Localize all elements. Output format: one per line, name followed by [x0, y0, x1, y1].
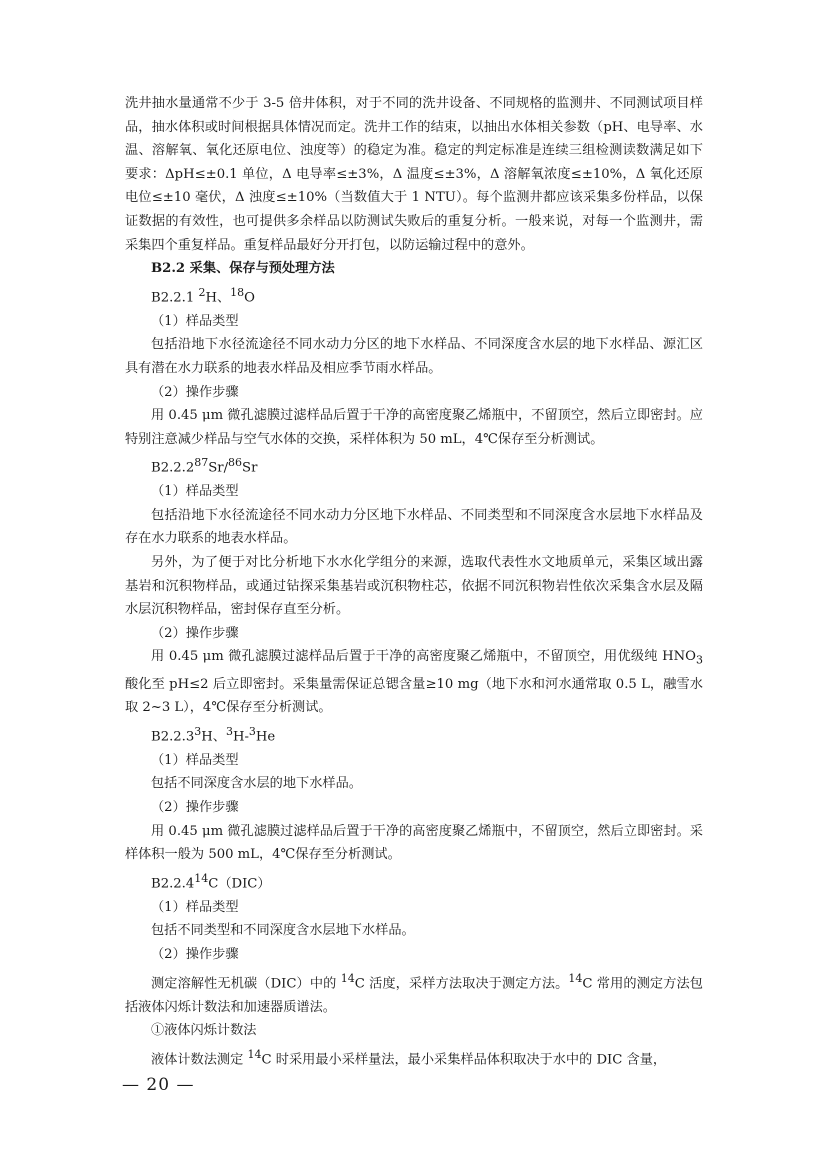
paragraph-sample-type: 包括不同类型和不同深度含水层地下水样品。: [151, 923, 415, 939]
subheading-sample-type: （1）样品类型: [151, 313, 239, 329]
subheading-procedure: （2）操作步骤: [151, 625, 239, 641]
subheading-procedure: （2）操作步骤: [151, 384, 239, 400]
section-heading-b2-2-4: B2.2.4$^{14}$C（DIC）: [151, 871, 271, 892]
paragraph-sample-type: 包括沿地下水径流途径不同水动力分区地下水样品、不同类型和不同深度含水层地下水样品及存在水力联系的地表水样品。: [125, 507, 703, 547]
paragraph-procedure: 用 0.45 μm 微孔滤膜过滤样品后置于干净的高密度聚乙烯瓶中，不留顶空，用优级纯 $HNO_3$ 酸化至 pH≤2 后立即密封。采集量需保证总锶含量≥10 mg（地下水和河水通常取 0.5 L，融雪水取 2~3 L），4℃保存至分析测试。: [125, 649, 703, 716]
subheading-sample-type: （1）样品类型: [151, 484, 239, 500]
section-heading-b2-2-2: B2.2.2$^{87}$Sr/$^{86}$Sr: [151, 456, 258, 476]
section-heading-b2-2-3: B2.2.3$^3$H、$^3$H-$^3$He: [151, 724, 276, 745]
section-heading-b2-2: B2.2 采集、保存与预处理方法: [151, 261, 335, 277]
paragraph-sample-type: 包括不同深度含水层的地下水样品。: [151, 776, 362, 792]
paragraph-procedure: 测定溶解性无机碳（DIC）中的 $^{14}$C 活度，采样方法取决于测定方法。$^{14}$C 常用的测定方法包括液体闪烁计数法和加速器质谱法。: [125, 971, 703, 1015]
paragraph-procedure: 用 0.45 μm 微孔滤膜过滤样品后置于干净的高密度聚乙烯瓶中，不留顶空，然后立即密封。采样体积一般为 500 mL，4℃保存至分析测试。: [125, 823, 703, 863]
paragraph-sample-type: 包括沿地下水径流途径不同水动力分区的地下水样品、不同深度含水层的地下水样品、源汇区具有潜在水力联系的地表水样品及相应季节雨水样品。: [125, 337, 703, 376]
paragraph-liquid-scintillation: 液体计数法测定 $^{14}$C 时采用最小采样量法，最小采集样品体积取决于水中的 DIC 含量，: [151, 1047, 667, 1068]
document-body: [125, 92, 703, 1072]
paragraph-well-flushing: 洗井抽水量通常不少于 3-5 倍井体积，对于不同的洗井设备、不同规格的监测井、不同测试项目样品，抽水体积或时间根据具体情况而定。洗井工作的结束，以抽出水体相关参数（pH、电导率、水温、溶解氧、氧化还原电位、浊度等）的稳定为准。稳定的判定标准是连续三组检测读数满足如下要求：ΔpH≤±0.1 单位，Δ 电导率≤±3%，Δ 温度≤±3%，Δ 溶解氧浓度≤±10%，Δ 氧化还原电位≤±10 毫伏，Δ 浊度≤±10%（当数值大于 1 NTU）。每个监测井都应该采集多份样品，以保证数据的有效性，也可提供多余样品以防测试失败后的重复分析。一般来说，对每一个监测井，需采集四个重复样品。重复样品最好分开打包，以防运输过程中的意外。: [125, 96, 703, 253]
subheading-sample-type: （1）样品类型: [151, 899, 239, 915]
paragraph-additional-samples: 另外，为了便于对比分析地下水水化学组分的来源，选取代表性水文地质单元，采集区域出露基岩和沉积物样品，或通过钻探采集基岩或沉积物柱芯，依据不同沉积物岩性依次采集含水层及隔水层沉积物样品，密封保存直至分析。: [125, 555, 703, 618]
paragraph-procedure: 用 0.45 μm 微孔滤膜过滤样品后置于干净的高密度聚乙烯瓶中，不留顶空，然后立即密封。应特别注意减少样品与空气水体的交换，采样体积为 50 mL，4℃保存至分析测试。: [125, 408, 703, 447]
page-number: — 20 —: [122, 1075, 195, 1095]
subheading-sample-type: （1）样品类型: [151, 752, 239, 768]
subheading-procedure: （2）操作步骤: [151, 946, 239, 962]
subheading-liquid-scintillation: ①液体闪烁计数法: [151, 1023, 257, 1039]
subheading-procedure: （2）操作步骤: [151, 800, 239, 816]
section-heading-b2-2-1: B2.2.1 $^2$H、$^{18}$O: [151, 285, 255, 306]
